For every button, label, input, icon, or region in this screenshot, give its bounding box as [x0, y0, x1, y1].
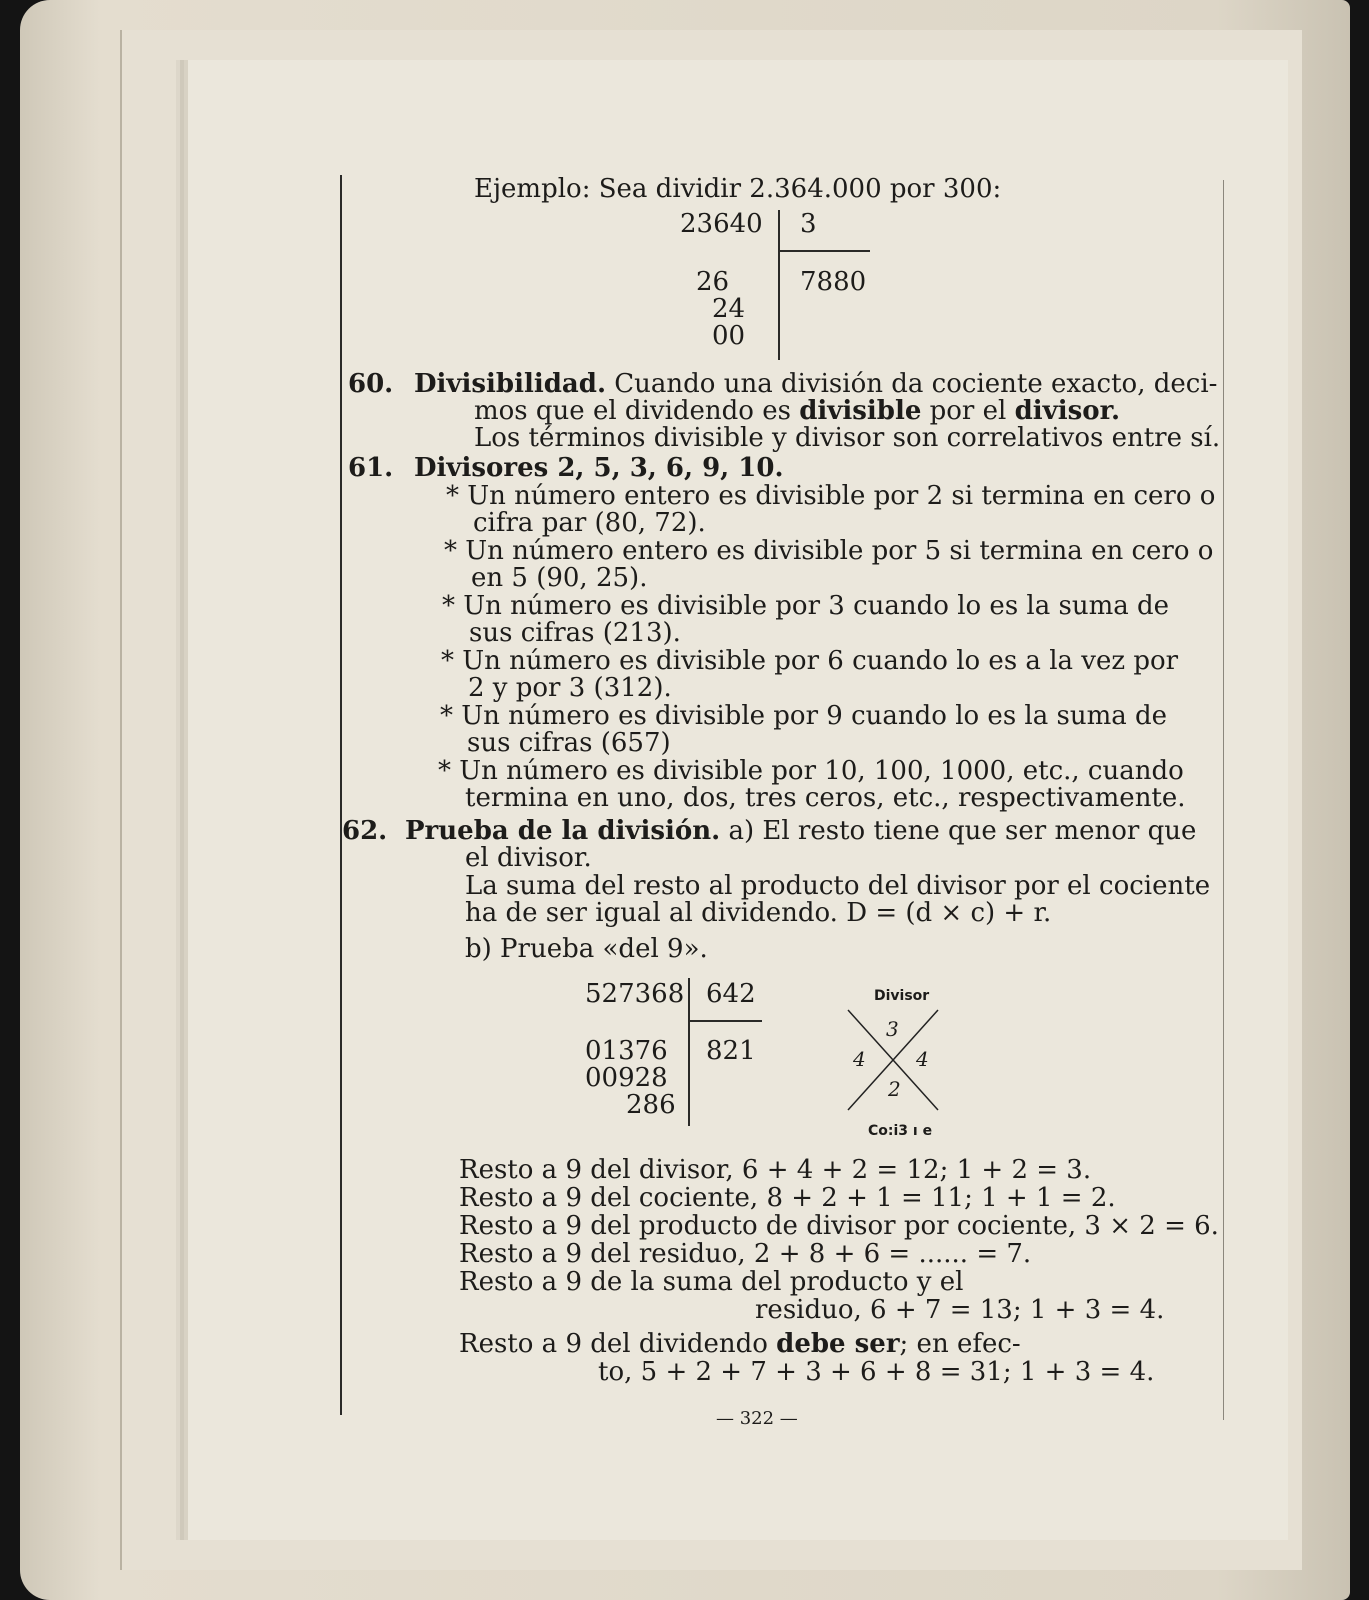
- example-step: 26: [696, 267, 730, 297]
- rule-line: sus cifras (657): [467, 728, 671, 758]
- section-60-text: mos que el dividendo es: [474, 396, 800, 426]
- rule-line: 2 y por 3 (312).: [468, 673, 672, 703]
- section-60-line1: [414, 370, 1217, 398]
- section-number: 61.: [348, 453, 394, 483]
- section-60-line3: Los términos divisible y divisor son correlativos entre sí.: [474, 423, 1221, 453]
- proof-text: Resto a 9 del dividendo: [459, 1329, 777, 1359]
- example-dividend: 23640: [680, 209, 763, 239]
- proof-line: to, 5 + 2 + 7 + 3 + 6 + 8 = 31; 1 + 3 = 4.: [598, 1357, 1155, 1387]
- rule-line: * Un número es divisible por 9 cuando lo es la suma de: [440, 701, 1168, 731]
- rule-line: sus cifras (213).: [469, 618, 681, 648]
- division-bar: [688, 978, 690, 1126]
- example-divisor: 3: [800, 209, 817, 239]
- division-step: 286: [626, 1090, 676, 1120]
- section-61-title: Divisores 2, 5, 3, 6, 9, 10.: [414, 453, 784, 483]
- proof-text: ; en efec-: [899, 1329, 1021, 1359]
- example-step: 24: [712, 294, 746, 324]
- division-divisor: 642: [706, 979, 756, 1009]
- section-60-text: Cuando una división da cociente exacto, deci-: [614, 369, 1218, 399]
- proof-line: Resto a 9 del producto de divisor por cociente, 3 × 2 = 6.: [459, 1211, 1219, 1241]
- rule-line: cifra par (80, 72).: [473, 508, 706, 538]
- example-quotient-rule: [780, 250, 870, 252]
- cross-top-label: Divisor: [874, 988, 930, 1004]
- example-intro: Ejemplo: Sea dividir 2.364.000 por 300:: [474, 174, 1002, 204]
- cross-left-value: 4: [853, 1047, 866, 1071]
- proof-line: Resto a 9 del residuo, 2 + 8 + 6 = ...... = 7.: [459, 1239, 1032, 1269]
- cross-right-value: 4: [916, 1047, 929, 1071]
- section-62-text: a) El resto tiene que ser menor que: [728, 816, 1197, 846]
- proof-emphasis: debe ser: [776, 1329, 900, 1359]
- page-number: — 322 —: [716, 1408, 798, 1429]
- rule-line: en 5 (90, 25).: [471, 563, 648, 593]
- section-62-line5: b) Prueba «del 9».: [465, 934, 708, 964]
- proof-line: Resto a 9 del divisor, 6 + 4 + 2 = 12; 1 + 2 = 3.: [459, 1155, 1092, 1185]
- cross-bottom-value: 2: [888, 1077, 901, 1101]
- proof-line: Resto a 9 de la suma del producto y el: [459, 1267, 964, 1297]
- proof-line: [459, 1330, 1021, 1358]
- section-62-line4: ha de ser igual al dividendo. D = (d × c) + r.: [465, 898, 1052, 928]
- margin-rule-right: [1223, 180, 1224, 1420]
- section-62-line2: el divisor.: [465, 843, 592, 873]
- proof-line: residuo, 6 + 7 = 13; 1 + 3 = 4.: [755, 1295, 1165, 1325]
- term-divisible: divisible: [799, 396, 922, 426]
- division-step: 00928: [585, 1063, 668, 1093]
- term-divisor: divisor.: [1014, 396, 1120, 426]
- cross-bottom-label: Co:i3 ı e: [868, 1123, 933, 1139]
- section-62-line3: La suma del resto al producto del divisor por el cociente: [465, 871, 1211, 901]
- division-quotient: 821: [706, 1036, 756, 1066]
- division-dividend: 527368: [585, 979, 685, 1009]
- rule-line: termina en uno, dos, tres ceros, etc., respectivamente.: [465, 783, 1186, 813]
- cross-top-value: 3: [886, 1017, 899, 1041]
- section-60-title: Divisibilidad.: [414, 369, 606, 399]
- section-60-line2: [474, 397, 1120, 425]
- section-number: 62.: [342, 816, 388, 846]
- section-60-text: por el: [921, 396, 1015, 426]
- section-62-line1: [405, 817, 1196, 845]
- division-step: 01376: [585, 1036, 668, 1066]
- book-page: [188, 60, 1288, 1540]
- rule-line: * Un número es divisible por 6 cuando lo es a la vez por: [441, 646, 1179, 676]
- example-step: 00: [712, 321, 746, 351]
- section-number: 60.: [348, 369, 394, 399]
- rule-line: * Un número entero es divisible por 5 si termina en cero o: [444, 536, 1214, 566]
- section-62-title: Prueba de la división.: [405, 816, 721, 846]
- rule-line: * Un número es divisible por 3 cuando lo es la suma de: [442, 591, 1170, 621]
- example-division-bar: [778, 210, 780, 360]
- example-quotient: 7880: [800, 267, 867, 297]
- division-quotient-rule: [690, 1020, 762, 1022]
- proof-line: Resto a 9 del cociente, 8 + 2 + 1 = 11; 1 + 1 = 2.: [459, 1183, 1116, 1213]
- rule-line: * Un número es divisible por 10, 100, 1000, etc., cuando: [438, 756, 1184, 786]
- rule-line: * Un número entero es divisible por 2 si termina en cero o: [446, 481, 1216, 511]
- margin-rule-left: [340, 175, 342, 1415]
